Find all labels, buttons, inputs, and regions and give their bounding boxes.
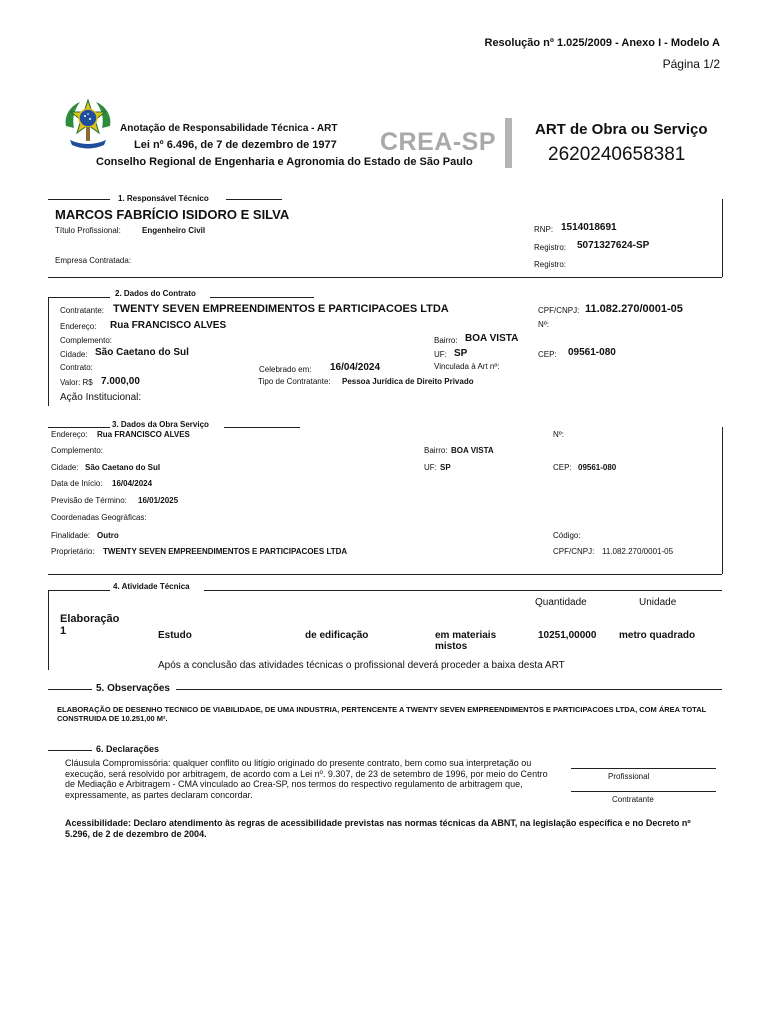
s1-bottom-border: [48, 277, 722, 278]
s3-cpf-value: 11.082.270/0001-05: [602, 547, 674, 556]
resolution-text: Resolução nº 1.025/2009 - Anexo I - Modelo A: [484, 37, 720, 49]
registro2-label: Registro:: [534, 260, 567, 269]
s3-bairro-label: Bairro:: [424, 446, 448, 455]
bairro-value: BOA VISTA: [465, 333, 519, 344]
section-1-title: 1. Responsável Técnico: [118, 194, 209, 203]
contratante-label: Contratante:: [60, 306, 105, 315]
s3-complemento-label: Complemento:: [51, 446, 104, 455]
complemento-label: Complemento:: [60, 336, 113, 345]
signature-label-profissional: Profissional: [608, 772, 650, 781]
cep-label: CEP:: [538, 350, 557, 359]
s5-rule-left: [48, 689, 92, 690]
s6-rule-left: [48, 750, 92, 751]
s3-bairro-value: BOA VISTA: [451, 446, 494, 455]
cpf-value: 11.082.270/0001-05: [585, 303, 683, 315]
s4-rule-right: [204, 590, 722, 591]
s5-rule-right: [176, 689, 722, 690]
section-4-title: 4. Atividade Técnica: [113, 582, 190, 591]
crea-sp-logo: CREA-SP: [380, 128, 497, 156]
activity-quantity: 10251,00000: [538, 630, 597, 641]
section-5-title: 5. Observações: [96, 683, 170, 694]
contrato-label: Contrato:: [60, 363, 93, 372]
inicio-value: 16/04/2024: [112, 479, 153, 488]
uf-value: SP: [454, 348, 468, 359]
s3-rule-left: [48, 427, 110, 428]
s3-uf-value: SP: [440, 463, 451, 472]
s3-cidade-value: São Caetano do Sul: [85, 463, 161, 472]
tipo-value: Pessoa Jurídica de Direito Privado: [342, 377, 474, 386]
s3-cep-value: 09561-080: [578, 463, 617, 472]
valor-label: Valor: R$: [60, 378, 93, 387]
cidade-label: Cidade:: [60, 350, 88, 359]
quantidade-header: Quantidade: [535, 597, 587, 608]
registro-label: Registro:: [534, 243, 567, 252]
activity-title: Elaboração: [60, 613, 120, 625]
acao-label: Ação Institucional:: [60, 392, 142, 403]
signature-label-contratante: Contratante: [612, 795, 654, 804]
s2-rule-left: [48, 297, 110, 298]
observacoes-text: ELABORAÇÃO DE DESENHO TECNICO DE VIABILIDADE, DE UMA INDUSTRIA, PERTENCENTE A TWENTY SEVEN EMPREENDIMENTOS E PARTICIPACOES LTDA, COM ÁREA TOTAL CONSTRUIDA DE 10.251,00 M².: [57, 705, 707, 723]
art-number: 2620240658381: [548, 144, 686, 165]
celebrado-label: Celebrado em:: [259, 365, 312, 374]
coord-label: Coordenadas Geográficas:: [51, 513, 147, 522]
activity-col-a: Estudo: [158, 630, 192, 641]
header-title: Anotação de Responsabilidade Técnica - ART: [120, 123, 338, 134]
inicio-label: Data de Início:: [51, 479, 103, 488]
page-number: Página 1/2: [662, 57, 720, 71]
celebrado-value: 16/04/2024: [330, 362, 381, 373]
activity-col-b: de edificação: [305, 630, 369, 641]
activity-note: Após a conclusão das atividades técnicas o profissional deverá proceder a baixa desta ART: [158, 660, 565, 671]
s3-cpf-label: CPF/CNPJ:: [553, 547, 595, 556]
unidade-header: Unidade: [639, 597, 677, 608]
signature-line-profissional: [571, 768, 716, 769]
proprietario-value: TWENTY SEVEN EMPREENDIMENTOS E PARTICIPACOES LTDA: [103, 547, 348, 556]
art-type: ART de Obra ou Serviço: [535, 121, 708, 138]
s3-endereco-value: Rua FRANCISCO ALVES: [97, 430, 190, 439]
s3-cep-label: CEP:: [553, 463, 572, 472]
s2-rule-right: [210, 297, 314, 298]
s3-bottom-border: [48, 574, 722, 575]
responsavel-name: MARCOS FABRÍCIO ISIDORO E SILVA: [55, 207, 290, 222]
header-council: Conselho Regional de Engenharia e Agronomia do Estado de São Paulo: [96, 156, 473, 168]
header-law: Lei nº 6.496, de 7 de dezembro de 1977: [134, 139, 337, 151]
s1-rule-left: [48, 199, 110, 200]
section-6-title: 6. Declarações: [96, 744, 160, 754]
termino-value: 16/01/2025: [138, 496, 179, 505]
s1-right-border: [722, 199, 723, 277]
endereco-value: Rua FRANCISCO ALVES: [110, 320, 227, 331]
activity-item-number: 1: [60, 625, 67, 637]
s4-rule-left: [48, 590, 110, 591]
uf-label: UF:: [434, 350, 447, 359]
clausula-text: Cláusula Compromissória: qualquer conflito ou litígio originado do presente contrato, bem como sua interpretação ou execução, será resolvido por arbitragem, de acordo com a Lei nº. 9.307, de 23 de setembro de 1996, por meio do Centro de Mediação e Arbitragem - CMA vinculado ao Crea-SP, nos termos do respectivo regulamento de arbitragem que, expressamente, as partes declaram concordar.: [65, 758, 548, 800]
proprietario-label: Proprietário:: [51, 547, 95, 556]
acessibilidade-text: Acessibilidade: Declaro atendimento às regras de acessibilidade previstas nas normas técnicas da ABNT, na legislação específica e no Decreto nº 5.296, de 2 de dezembro de 2004.: [65, 818, 691, 839]
s2-left-border: [48, 297, 49, 406]
titulo-label: Título Profissional:: [55, 226, 121, 235]
s4-left-border: [48, 590, 49, 670]
cpf-label: CPF/CNPJ:: [538, 306, 580, 315]
cep-value: 09561-080: [568, 347, 616, 358]
brazil-coat-of-arms-icon: [60, 96, 116, 152]
section-2-title: 2. Dados do Contrato: [115, 289, 196, 298]
s3-rule-right: [224, 427, 300, 428]
tipo-label: Tipo de Contratante:: [258, 377, 331, 386]
endereco-label: Endereço:: [60, 322, 97, 331]
s3-cidade-label: Cidade:: [51, 463, 79, 472]
termino-label: Previsão de Término:: [51, 496, 127, 505]
section-3-title: 3. Dados da Obra Serviço: [112, 420, 209, 429]
registro-value: 5071327624-SP: [577, 240, 650, 251]
valor-value: 7.000,00: [101, 376, 140, 387]
signature-line-contratante: [571, 791, 716, 792]
rnp-value: 1514018691: [561, 222, 617, 233]
bairro-label: Bairro:: [434, 336, 458, 345]
cidade-value: São Caetano do Sul: [95, 347, 189, 358]
s3-numero-label: Nº:: [553, 430, 564, 439]
brand-divider: [505, 118, 512, 168]
s3-uf-label: UF:: [424, 463, 437, 472]
empresa-label: Empresa Contratada:: [55, 256, 132, 265]
s3-right-border: [722, 427, 723, 574]
codigo-label: Código:: [553, 531, 581, 540]
s3-endereco-label: Endereço:: [51, 430, 88, 439]
contratante-value: TWENTY SEVEN EMPREENDIMENTOS E PARTICIPACOES LTDA: [113, 303, 449, 315]
finalidade-value: Outro: [97, 531, 119, 540]
activity-col-c: em materiais mistos: [435, 630, 497, 652]
activity-unit: metro quadrado: [619, 630, 696, 641]
vinculada-label: Vinculada à Art nº:: [434, 362, 500, 371]
titulo-value: Engenheiro Civil: [142, 226, 206, 235]
s1-rule-right: [226, 199, 282, 200]
numero-label: Nº:: [538, 320, 549, 329]
rnp-label: RNP:: [534, 225, 554, 234]
finalidade-label: Finalidade:: [51, 531, 91, 540]
